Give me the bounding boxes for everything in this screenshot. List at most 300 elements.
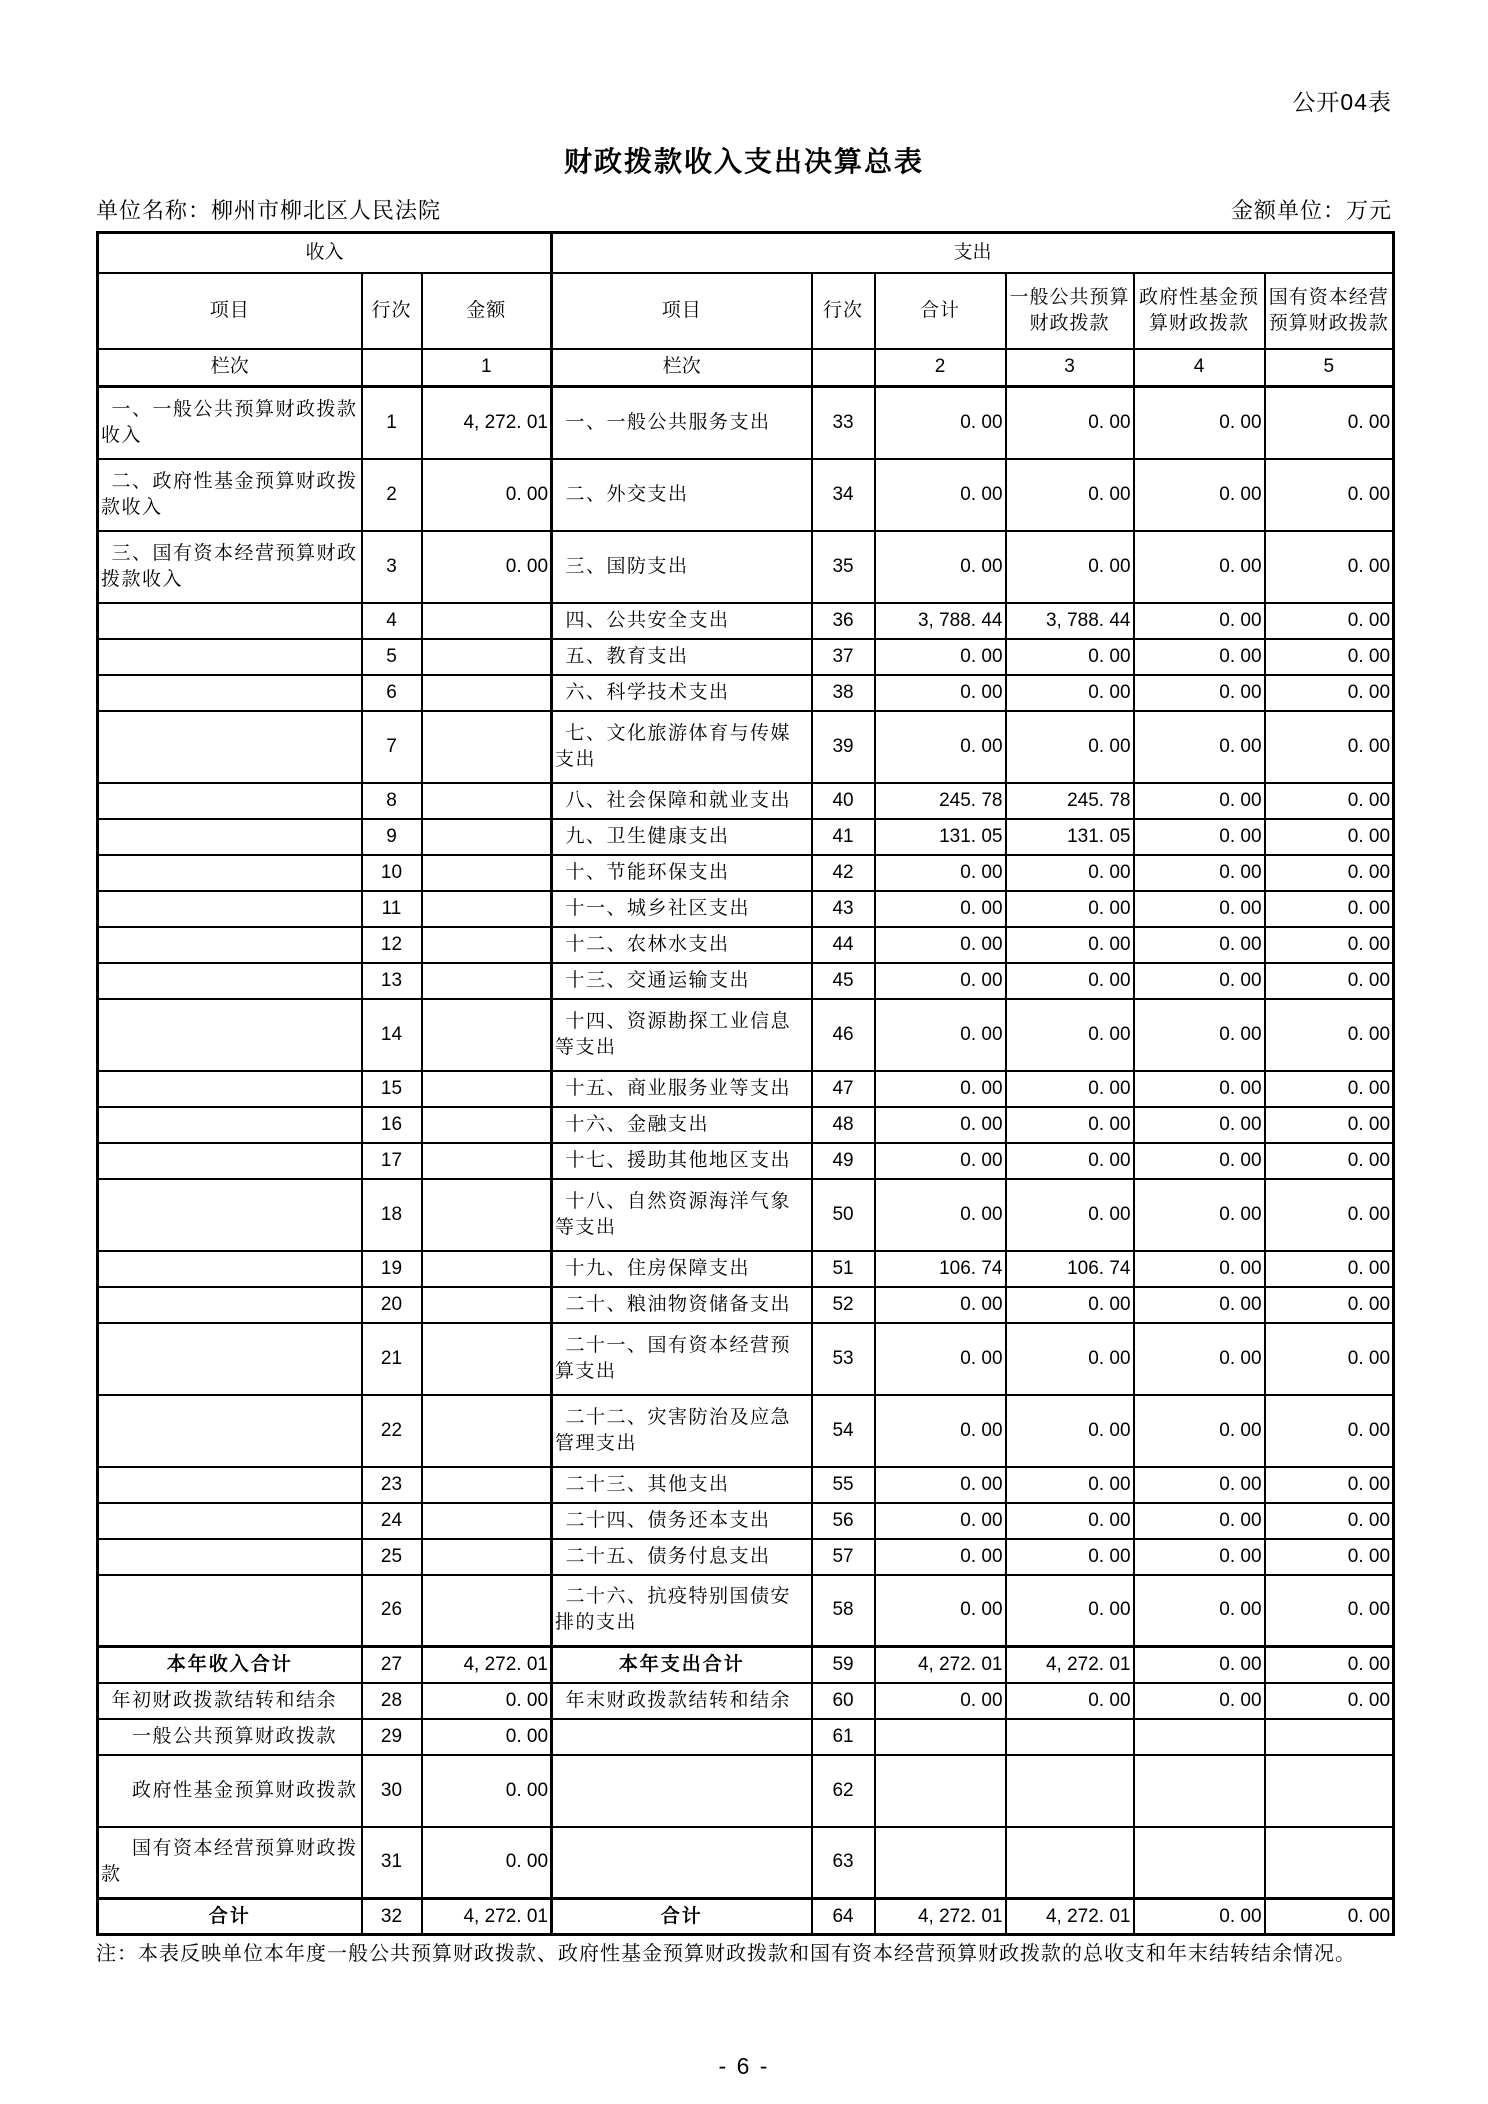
state-capital-cell: 0. 00 (1265, 999, 1394, 1071)
income-item-cell (98, 1179, 362, 1251)
expense-item-cell: 六、科学技术支出 (552, 675, 812, 711)
gov-fund-cell: 0. 00 (1134, 855, 1265, 891)
lanci-general-budget: 3 (1006, 349, 1134, 387)
income-line-cell: 10 (362, 855, 422, 891)
gov-fund-cell: 0. 00 (1134, 819, 1265, 855)
expense-line-cell: 39 (812, 711, 875, 783)
income-item-cell: 二、政府性基金预算财政拨款收入 (98, 459, 362, 531)
income-item-cell: 国有资本经营预算财政拨款 (98, 1827, 362, 1899)
general-budget-cell (1006, 1827, 1134, 1899)
income-item-cell (98, 1503, 362, 1539)
expense-line-cell: 36 (812, 603, 875, 639)
lanci-row (98, 349, 1394, 387)
general-budget-cell: 0. 00 (1006, 1467, 1134, 1503)
income-line-cell: 12 (362, 927, 422, 963)
expense-line-cell: 56 (812, 1503, 875, 1539)
gov-fund-cell: 0. 00 (1134, 1503, 1265, 1539)
gov-fund-cell: 0. 00 (1134, 639, 1265, 675)
income-line-cell: 15 (362, 1071, 422, 1107)
total-cell: 0. 00 (875, 387, 1006, 459)
expense-line-cell: 55 (812, 1467, 875, 1503)
income-line-cell: 8 (362, 783, 422, 819)
table-row (98, 1179, 1394, 1251)
lanci-income-amount: 1 (422, 349, 552, 387)
total-cell: 0. 00 (875, 1683, 1006, 1719)
income-line-cell: 24 (362, 1503, 422, 1539)
expense-section-header: 支出 (552, 233, 1394, 273)
general-budget-cell: 0. 00 (1006, 639, 1134, 675)
income-line-cell: 23 (362, 1467, 422, 1503)
table-row (98, 1287, 1394, 1323)
total-cell: 4, 272. 01 (875, 1899, 1006, 1935)
table-row (98, 783, 1394, 819)
total-cell: 0. 00 (875, 1503, 1006, 1539)
expense-item-cell: 八、社会保障和就业支出 (552, 783, 812, 819)
general-budget-cell: 3, 788. 44 (1006, 603, 1134, 639)
expense-line-cell: 44 (812, 927, 875, 963)
section-header-row (98, 233, 1394, 273)
income-amount-cell (422, 1323, 552, 1395)
gov-fund-cell: 0. 00 (1134, 963, 1265, 999)
report-sheet (96, 0, 1392, 2080)
state-capital-cell: 0. 00 (1265, 531, 1394, 603)
gov-fund-cell: 0. 00 (1134, 927, 1265, 963)
income-amount-cell (422, 675, 552, 711)
total-cell: 0. 00 (875, 891, 1006, 927)
total-cell: 0. 00 (875, 1575, 1006, 1647)
total-cell: 0. 00 (875, 1287, 1006, 1323)
gov-fund-cell: 0. 00 (1134, 783, 1265, 819)
expense-item-cell: 一、一般公共服务支出 (552, 387, 812, 459)
income-amount-cell: 0. 00 (422, 1755, 552, 1827)
total-cell: 4, 272. 01 (875, 1647, 1006, 1683)
general-budget-cell: 0. 00 (1006, 1503, 1134, 1539)
expense-item-cell: 二十五、债务付息支出 (552, 1539, 812, 1575)
income-line-cell: 4 (362, 603, 422, 639)
general-budget-cell: 0. 00 (1006, 1575, 1134, 1647)
table-row (98, 1107, 1394, 1143)
table-row (98, 1503, 1394, 1539)
income-item-cell (98, 1287, 362, 1323)
income-amount-cell: 0. 00 (422, 1683, 552, 1719)
table-row (98, 387, 1394, 459)
table-row (98, 1683, 1394, 1719)
table-row (98, 1719, 1394, 1755)
total-cell: 131. 05 (875, 819, 1006, 855)
general-budget-cell: 0. 00 (1006, 1395, 1134, 1467)
expense-line-cell: 62 (812, 1755, 875, 1827)
income-amount-cell: 4, 272. 01 (422, 1899, 552, 1935)
table-row (98, 891, 1394, 927)
expense-item-cell: 十八、自然资源海洋气象等支出 (552, 1179, 812, 1251)
expense-line-cell: 57 (812, 1539, 875, 1575)
income-amount-cell (422, 1179, 552, 1251)
income-item-cell (98, 1143, 362, 1179)
state-capital-cell: 0. 00 (1265, 1323, 1394, 1395)
income-amount-cell (422, 891, 552, 927)
gov-fund-cell: 0. 00 (1134, 1323, 1265, 1395)
gov-fund-cell: 0. 00 (1134, 603, 1265, 639)
expense-line-cell: 33 (812, 387, 875, 459)
income-item-cell: 合计 (98, 1899, 362, 1935)
total-cell: 0. 00 (875, 1395, 1006, 1467)
expense-item-cell: 本年支出合计 (552, 1647, 812, 1683)
table-row (98, 1251, 1394, 1287)
col-header-income-item: 项目 (98, 273, 362, 349)
income-amount-cell: 0. 00 (422, 459, 552, 531)
gov-fund-cell (1134, 1755, 1265, 1827)
table-row (98, 1323, 1394, 1395)
state-capital-cell: 0. 00 (1265, 855, 1394, 891)
state-capital-cell: 0. 00 (1265, 1899, 1394, 1935)
income-amount-cell: 4, 272. 01 (422, 387, 552, 459)
gov-fund-cell: 0. 00 (1134, 711, 1265, 783)
state-capital-cell (1265, 1755, 1394, 1827)
expense-item-cell: 十七、援助其他地区支出 (552, 1143, 812, 1179)
expense-item-cell (552, 1719, 812, 1755)
state-capital-cell: 0. 00 (1265, 1539, 1394, 1575)
expense-line-cell: 34 (812, 459, 875, 531)
total-cell: 0. 00 (875, 927, 1006, 963)
gov-fund-cell: 0. 00 (1134, 1683, 1265, 1719)
expense-line-cell: 49 (812, 1143, 875, 1179)
income-amount-cell (422, 1071, 552, 1107)
income-line-cell: 22 (362, 1395, 422, 1467)
expense-line-cell: 54 (812, 1395, 875, 1467)
table-row (98, 927, 1394, 963)
income-item-cell (98, 603, 362, 639)
total-cell (875, 1827, 1006, 1899)
expense-item-cell: 十一、城乡社区支出 (552, 891, 812, 927)
table-row (98, 819, 1394, 855)
expense-line-cell: 47 (812, 1071, 875, 1107)
income-amount-cell (422, 1467, 552, 1503)
state-capital-cell: 0. 00 (1265, 1647, 1394, 1683)
state-capital-cell: 0. 00 (1265, 927, 1394, 963)
expense-line-cell: 46 (812, 999, 875, 1071)
expense-line-cell: 45 (812, 963, 875, 999)
gov-fund-cell (1134, 1827, 1265, 1899)
gov-fund-cell: 0. 00 (1134, 1179, 1265, 1251)
expense-item-cell: 二十三、其他支出 (552, 1467, 812, 1503)
table-body (98, 387, 1394, 1935)
expense-item-cell: 十二、农林水支出 (552, 927, 812, 963)
expense-item-cell: 十四、资源勘探工业信息等支出 (552, 999, 812, 1071)
income-amount-cell: 0. 00 (422, 531, 552, 603)
income-item-cell (98, 675, 362, 711)
income-amount-cell (422, 855, 552, 891)
expense-line-cell: 60 (812, 1683, 875, 1719)
income-amount-cell (422, 999, 552, 1071)
income-item-cell (98, 1395, 362, 1467)
table-row (98, 531, 1394, 603)
expense-item-cell: 二十、粮油物资储备支出 (552, 1287, 812, 1323)
expense-line-cell: 59 (812, 1647, 875, 1683)
total-cell: 0. 00 (875, 1539, 1006, 1575)
table-row (98, 1827, 1394, 1899)
table-row (98, 1467, 1394, 1503)
income-item-cell (98, 1107, 362, 1143)
income-item-cell: 三、国有资本经营预算财政拨款收入 (98, 531, 362, 603)
lanci-income-line (362, 349, 422, 387)
expense-item-cell: 九、卫生健康支出 (552, 819, 812, 855)
income-line-cell: 29 (362, 1719, 422, 1755)
expense-item-cell: 十、节能环保支出 (552, 855, 812, 891)
expense-line-cell: 61 (812, 1719, 875, 1755)
gov-fund-cell: 0. 00 (1134, 1539, 1265, 1575)
income-line-cell: 11 (362, 891, 422, 927)
table-row (98, 855, 1394, 891)
income-amount-cell (422, 783, 552, 819)
state-capital-cell: 0. 00 (1265, 891, 1394, 927)
gov-fund-cell: 0. 00 (1134, 891, 1265, 927)
state-capital-cell: 0. 00 (1265, 1395, 1394, 1467)
expense-line-cell: 53 (812, 1323, 875, 1395)
expense-line-cell: 48 (812, 1107, 875, 1143)
lanci-expense-item: 栏次 (552, 349, 812, 387)
table-row (98, 711, 1394, 783)
fiscal-summary-table (96, 231, 1395, 1936)
expense-item-cell: 五、教育支出 (552, 639, 812, 675)
state-capital-cell: 0. 00 (1265, 1575, 1394, 1647)
general-budget-cell: 0. 00 (1006, 927, 1134, 963)
state-capital-cell: 0. 00 (1265, 603, 1394, 639)
income-item-cell (98, 1467, 362, 1503)
income-amount-cell (422, 639, 552, 675)
income-item-cell (98, 963, 362, 999)
table-row (98, 1755, 1394, 1827)
general-budget-cell: 0. 00 (1006, 387, 1134, 459)
expense-item-cell: 合计 (552, 1899, 812, 1935)
total-cell: 3, 788. 44 (875, 603, 1006, 639)
expense-item-cell: 七、文化旅游体育与传媒支出 (552, 711, 812, 783)
income-item-cell (98, 891, 362, 927)
lanci-expense-line (812, 349, 875, 387)
income-amount-cell (422, 1503, 552, 1539)
income-line-cell: 18 (362, 1179, 422, 1251)
total-cell: 0. 00 (875, 1467, 1006, 1503)
general-budget-cell: 0. 00 (1006, 1179, 1134, 1251)
gov-fund-cell: 0. 00 (1134, 531, 1265, 603)
expense-item-cell: 十五、商业服务业等支出 (552, 1071, 812, 1107)
total-cell: 0. 00 (875, 639, 1006, 675)
income-item-cell: 政府性基金预算财政拨款 (98, 1755, 362, 1827)
state-capital-cell: 0. 00 (1265, 1503, 1394, 1539)
expense-line-cell: 52 (812, 1287, 875, 1323)
general-budget-cell: 0. 00 (1006, 459, 1134, 531)
general-budget-cell: 4, 272. 01 (1006, 1647, 1134, 1683)
gov-fund-cell: 0. 00 (1134, 1395, 1265, 1467)
state-capital-cell: 0. 00 (1265, 1143, 1394, 1179)
state-capital-cell: 0. 00 (1265, 1071, 1394, 1107)
col-header-expense-item: 项目 (552, 273, 812, 349)
table-row (98, 963, 1394, 999)
income-amount-cell (422, 603, 552, 639)
state-capital-cell (1265, 1719, 1394, 1755)
income-line-cell: 32 (362, 1899, 422, 1935)
state-capital-cell: 0. 00 (1265, 1683, 1394, 1719)
income-amount-cell: 4, 272. 01 (422, 1647, 552, 1683)
lanci-income-item: 栏次 (98, 349, 362, 387)
income-line-cell: 28 (362, 1683, 422, 1719)
income-amount-cell (422, 963, 552, 999)
expense-line-cell: 35 (812, 531, 875, 603)
expense-item-cell: 二十四、债务还本支出 (552, 1503, 812, 1539)
income-amount-cell (422, 1251, 552, 1287)
general-budget-cell: 245. 78 (1006, 783, 1134, 819)
expense-item-cell: 二十二、灾害防治及应急管理支出 (552, 1395, 812, 1467)
meta-row (96, 194, 1392, 225)
gov-fund-cell: 0. 00 (1134, 1251, 1265, 1287)
table-row (98, 1575, 1394, 1647)
income-amount-cell (422, 1287, 552, 1323)
income-item-cell (98, 999, 362, 1071)
income-amount-cell (422, 711, 552, 783)
general-budget-cell: 0. 00 (1006, 1323, 1134, 1395)
income-item-cell (98, 1539, 362, 1575)
table-row (98, 1071, 1394, 1107)
income-item-cell: 一般公共预算财政拨款 (98, 1719, 362, 1755)
gov-fund-cell: 0. 00 (1134, 999, 1265, 1071)
gov-fund-cell: 0. 00 (1134, 1575, 1265, 1647)
footnote: 注：本表反映单位本年度一般公共预算财政拨款、政府性基金预算财政拨款和国有资本经营预算财政拨款的总收支和年末结转结余情况。 (96, 1943, 1356, 1965)
income-line-cell: 30 (362, 1755, 422, 1827)
expense-item-cell (552, 1827, 812, 1899)
income-amount-cell (422, 1539, 552, 1575)
gov-fund-cell (1134, 1719, 1265, 1755)
income-line-cell: 7 (362, 711, 422, 783)
expense-line-cell: 42 (812, 855, 875, 891)
expense-item-cell: 二十六、抗疫特别国债安排的支出 (552, 1575, 812, 1647)
total-cell: 245. 78 (875, 783, 1006, 819)
income-line-cell: 17 (362, 1143, 422, 1179)
general-budget-cell: 0. 00 (1006, 1071, 1134, 1107)
total-cell: 0. 00 (875, 999, 1006, 1071)
table-row (98, 999, 1394, 1071)
total-cell: 0. 00 (875, 1323, 1006, 1395)
income-section-header: 收入 (98, 233, 552, 273)
expense-item-cell: 四、公共安全支出 (552, 603, 812, 639)
income-item-cell (98, 1071, 362, 1107)
income-line-cell: 14 (362, 999, 422, 1071)
income-amount-cell (422, 1107, 552, 1143)
income-amount-cell: 0. 00 (422, 1827, 552, 1899)
table-row (98, 639, 1394, 675)
table-row (98, 1647, 1394, 1683)
income-item-cell (98, 639, 362, 675)
expense-line-cell: 50 (812, 1179, 875, 1251)
col-header-total: 合计 (875, 273, 1006, 349)
expense-line-cell: 40 (812, 783, 875, 819)
total-cell: 0. 00 (875, 963, 1006, 999)
gov-fund-cell: 0. 00 (1134, 675, 1265, 711)
page-title: 财政拨款收入支出决算总表 (563, 146, 924, 177)
amount-unit: 金额单位：万元 (1230, 198, 1392, 223)
income-line-cell: 27 (362, 1647, 422, 1683)
gov-fund-cell: 0. 00 (1134, 1647, 1265, 1683)
general-budget-cell: 0. 00 (1006, 1683, 1134, 1719)
col-header-gov-fund: 政府性基金预算财政拨款 (1134, 273, 1265, 349)
income-line-cell: 13 (362, 963, 422, 999)
income-amount-cell (422, 927, 552, 963)
table-row (98, 1539, 1394, 1575)
total-cell: 0. 00 (875, 459, 1006, 531)
gov-fund-cell: 0. 00 (1134, 1143, 1265, 1179)
state-capital-cell: 0. 00 (1265, 387, 1394, 459)
expense-item-cell (552, 1755, 812, 1827)
income-amount-cell: 0. 00 (422, 1719, 552, 1755)
general-budget-cell: 0. 00 (1006, 891, 1134, 927)
expense-line-cell: 64 (812, 1899, 875, 1935)
general-budget-cell: 0. 00 (1006, 711, 1134, 783)
income-item-cell: 一、一般公共预算财政拨款收入 (98, 387, 362, 459)
lanci-state-capital: 5 (1265, 349, 1394, 387)
income-line-cell: 1 (362, 387, 422, 459)
state-capital-cell: 0. 00 (1265, 1251, 1394, 1287)
doc-code: 公开04表 (1292, 89, 1392, 115)
income-item-cell (98, 783, 362, 819)
total-cell (875, 1755, 1006, 1827)
state-capital-cell: 0. 00 (1265, 819, 1394, 855)
income-amount-cell (422, 1143, 552, 1179)
state-capital-cell: 0. 00 (1265, 1467, 1394, 1503)
total-cell: 0. 00 (875, 1179, 1006, 1251)
income-item-cell (98, 855, 362, 891)
income-amount-cell (422, 1575, 552, 1647)
col-header-state-capital: 国有资本经营预算财政拨款 (1265, 273, 1394, 349)
column-header-row (98, 273, 1394, 349)
income-amount-cell (422, 819, 552, 855)
general-budget-cell: 0. 00 (1006, 675, 1134, 711)
general-budget-cell (1006, 1755, 1134, 1827)
expense-item-cell: 年末财政拨款结转和结余 (552, 1683, 812, 1719)
expense-item-cell: 十三、交通运输支出 (552, 963, 812, 999)
gov-fund-cell: 0. 00 (1134, 1107, 1265, 1143)
col-header-income-line: 行次 (362, 273, 422, 349)
table-row (98, 1899, 1394, 1935)
general-budget-cell: 0. 00 (1006, 963, 1134, 999)
gov-fund-cell: 0. 00 (1134, 1899, 1265, 1935)
lanci-gov-fund: 4 (1134, 349, 1265, 387)
income-line-cell: 25 (362, 1539, 422, 1575)
total-cell: 0. 00 (875, 1071, 1006, 1107)
total-cell (875, 1719, 1006, 1755)
col-header-income-amount: 金额 (422, 273, 552, 349)
gov-fund-cell: 0. 00 (1134, 1467, 1265, 1503)
total-cell: 0. 00 (875, 1143, 1006, 1179)
income-line-cell: 26 (362, 1575, 422, 1647)
general-budget-cell: 0. 00 (1006, 1287, 1134, 1323)
total-cell: 106. 74 (875, 1251, 1006, 1287)
expense-line-cell: 38 (812, 675, 875, 711)
col-header-general-budget: 一般公共预算财政拨款 (1006, 273, 1134, 349)
income-item-cell (98, 711, 362, 783)
income-item-cell (98, 1323, 362, 1395)
income-line-cell: 19 (362, 1251, 422, 1287)
state-capital-cell: 0. 00 (1265, 675, 1394, 711)
income-item-cell: 年初财政拨款结转和结余 (98, 1683, 362, 1719)
gov-fund-cell: 0. 00 (1134, 1071, 1265, 1107)
table-row (98, 603, 1394, 639)
income-item-cell (98, 1251, 362, 1287)
income-item-cell (98, 1575, 362, 1647)
expense-item-cell: 三、国防支出 (552, 531, 812, 603)
state-capital-cell: 0. 00 (1265, 963, 1394, 999)
general-budget-cell: 131. 05 (1006, 819, 1134, 855)
gov-fund-cell: 0. 00 (1134, 1287, 1265, 1323)
general-budget-cell: 106. 74 (1006, 1251, 1134, 1287)
expense-line-cell: 51 (812, 1251, 875, 1287)
